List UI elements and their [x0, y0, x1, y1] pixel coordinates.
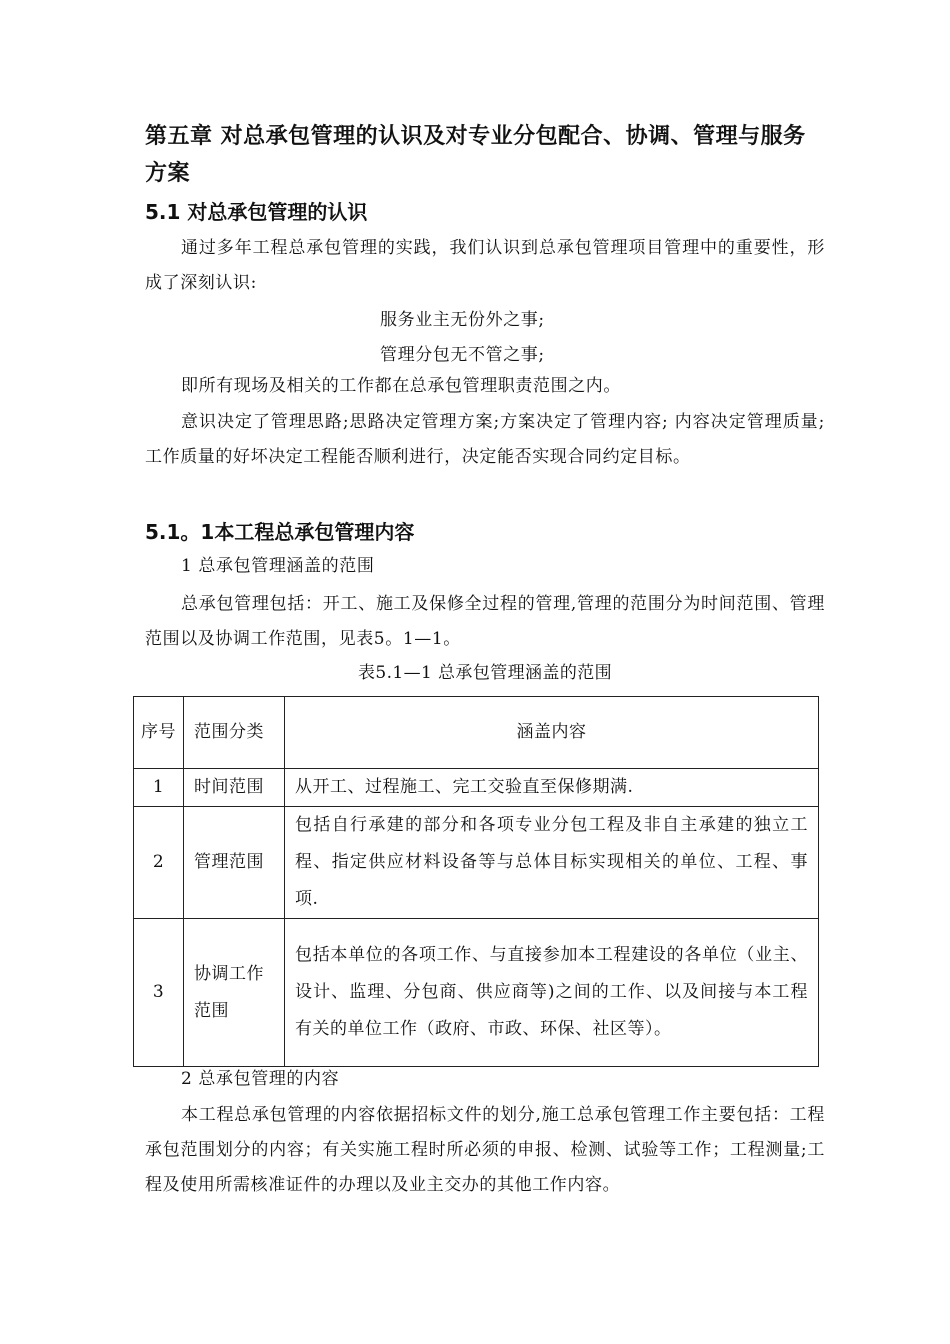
table-header-row — [134, 697, 819, 769]
row-content: 包括本单位的各项工作、与直接参加本工程建设的各单位（业主、设计、监理、分包商、供应商等)之间的工作、以及间接与本工程有关的单位工作（政府、市政、环保、社区等）。 — [285, 919, 819, 1067]
row-number: 1 — [134, 769, 184, 807]
section-heading-5-1-1: 5.1。1本工程总承包管理内容 — [145, 520, 415, 544]
row-category: 协调工作范围 — [184, 919, 285, 1067]
motto-line-1: 服务业主无份外之事; — [380, 310, 545, 330]
section-heading-5-1: 5.1 对总承包管理的认识 — [145, 200, 368, 224]
chain-paragraph: 意识决定了管理思路;思路决定管理方案;方案决定了管理内容; 内容决定管理质量; 工作质量的好坏决定工程能否顺利进行，决定能否实现合同约定目标。 — [145, 412, 825, 467]
table-row — [134, 919, 819, 1067]
row-category: 时间范围 — [184, 769, 285, 807]
item2-paragraph: 本工程总承包管理的内容依据招标文件的划分,施工总承包管理工作主要包括：工程承包范围划分的内容；有关实施工程时所必须的申报、检测、试验等工作；工程测量;工程及使用所需核准证件的办理以及业主交办的其他工作内容。 — [145, 1105, 825, 1195]
item1-title: 1 总承包管理涵盖的范围 — [181, 556, 375, 576]
row-number: 2 — [134, 807, 184, 919]
chapter-title: 第五章 对总承包管理的认识及对专业分包配合、协调、管理与服务方案 — [145, 124, 806, 186]
intro-paragraph: 通过多年工程总承包管理的实践，我们认识到总承包管理项目管理中的重要性，形成了深刻认识: — [145, 238, 825, 293]
header-number: 序号 — [134, 697, 184, 769]
row-category: 管理范围 — [184, 807, 285, 919]
row-content: 包括自行承建的部分和各项专业分包工程及非自主承建的独立工程、指定供应材料设备等与总体目标实现相关的单位、工程、事项. — [285, 807, 819, 919]
row-content: 从开工、过程施工、完工交验直至保修期满. — [285, 769, 819, 807]
header-category: 范围分类 — [184, 697, 285, 769]
row-number: 3 — [134, 919, 184, 1067]
table-caption: 表5.1—1 总承包管理涵盖的范围 — [357, 663, 613, 683]
table-row — [134, 769, 819, 807]
scope-table — [133, 696, 819, 1067]
header-content: 涵盖内容 — [285, 697, 819, 769]
item2-title: 2 总承包管理的内容 — [181, 1069, 340, 1089]
motto-line-2: 管理分包无不管之事; — [380, 345, 545, 365]
table-row — [134, 807, 819, 919]
scope-paragraph: 即所有现场及相关的工作都在总承包管理职责范围之内。 — [181, 376, 621, 396]
item1-paragraph: 总承包管理包括：开工、施工及保修全过程的管理,管理的范围分为时间范围、管理范围以及协调工作范围，见表5。1—1。 — [145, 594, 825, 649]
